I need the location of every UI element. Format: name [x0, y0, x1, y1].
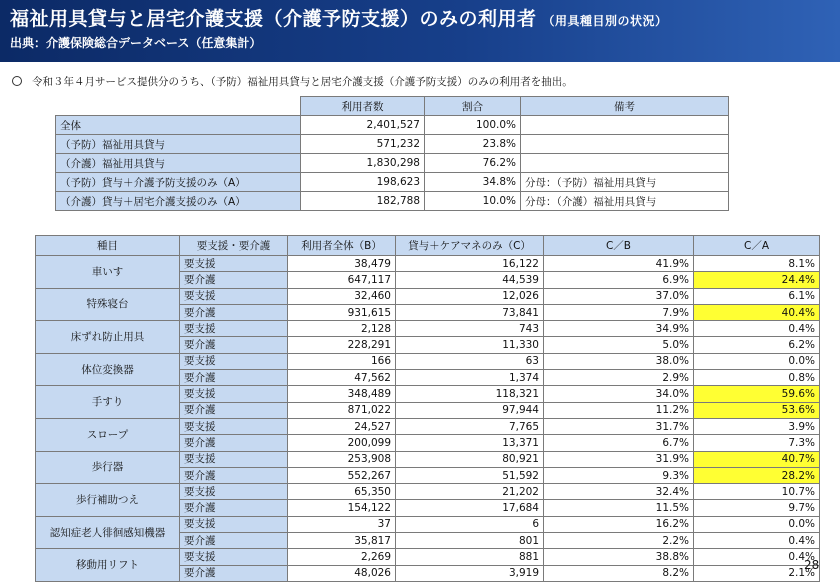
- ratio-cb: 5.0%: [544, 337, 694, 353]
- ratio-cb: 6.7%: [544, 435, 694, 451]
- summary-row: [56, 192, 729, 211]
- ratio-cb: 2.9%: [544, 370, 694, 386]
- summary-table: [55, 96, 729, 211]
- detail-col-total-b: 利用者全体（B）: [288, 236, 396, 256]
- total-users-b: 871,022: [288, 402, 396, 418]
- summary-header-row: [56, 97, 729, 116]
- summary-ratio: 34.8%: [425, 173, 521, 192]
- ratio-cb: 41.9%: [544, 256, 694, 272]
- total-users-b: 65,350: [288, 484, 396, 500]
- summary-count: 571,232: [301, 135, 425, 154]
- item-name: 床ずれ防止用具: [36, 321, 180, 354]
- item-name: 体位変換器: [36, 353, 180, 386]
- rental-care-only-c: 16,122: [396, 256, 544, 272]
- care-level: 要介護: [180, 467, 288, 483]
- summary-note: [521, 154, 729, 173]
- care-level: 要支援: [180, 353, 288, 369]
- table-row: [36, 288, 820, 304]
- total-users-b: 348,489: [288, 386, 396, 402]
- total-users-b: 47,562: [288, 370, 396, 386]
- page-number: 28: [804, 558, 820, 572]
- care-level: 要支援: [180, 451, 288, 467]
- summary-note: [521, 116, 729, 135]
- total-users-b: 37: [288, 516, 396, 532]
- rental-care-only-c: 743: [396, 321, 544, 337]
- rental-care-only-c: 3,919: [396, 565, 544, 581]
- item-name: スロープ: [36, 418, 180, 451]
- ratio-cb: 8.2%: [544, 565, 694, 581]
- rental-care-only-c: 12,026: [396, 288, 544, 304]
- ratio-cb: 16.2%: [544, 516, 694, 532]
- rental-care-only-c: 80,921: [396, 451, 544, 467]
- rental-care-only-c: 6: [396, 516, 544, 532]
- circle-bullet-icon: [12, 76, 22, 86]
- summary-ratio: 100.0%: [425, 116, 521, 135]
- summary-count: 1,830,298: [301, 154, 425, 173]
- summary-label: 全体: [56, 116, 301, 135]
- summary-row: [56, 116, 729, 135]
- ratio-ca: 28.2%: [694, 467, 820, 483]
- total-users-b: 24,527: [288, 418, 396, 434]
- rental-care-only-c: 7,765: [396, 418, 544, 434]
- ratio-ca: 0.8%: [694, 370, 820, 386]
- care-level: 要介護: [180, 500, 288, 516]
- total-users-b: 38,479: [288, 256, 396, 272]
- care-level: 要介護: [180, 304, 288, 320]
- summary-label: （介護）福祉用具貸与: [56, 154, 301, 173]
- total-users-b: 166: [288, 353, 396, 369]
- rental-care-only-c: 13,371: [396, 435, 544, 451]
- slide-header: [0, 0, 840, 62]
- table-row: [36, 256, 820, 272]
- detail-header-row: [36, 236, 820, 256]
- care-level: 要介護: [180, 272, 288, 288]
- ratio-cb: 38.0%: [544, 353, 694, 369]
- summary-row: [56, 154, 729, 173]
- title-subtitle: （用具種目別の状況）: [542, 14, 668, 28]
- total-users-b: 2,128: [288, 321, 396, 337]
- care-level: 要介護: [180, 402, 288, 418]
- care-level: 要介護: [180, 435, 288, 451]
- ratio-cb: 2.2%: [544, 533, 694, 549]
- care-level: 要介護: [180, 565, 288, 581]
- care-level: 要支援: [180, 549, 288, 565]
- detail-col-cb: C／B: [544, 236, 694, 256]
- ratio-cb: 31.9%: [544, 451, 694, 467]
- ratio-ca: 0.0%: [694, 516, 820, 532]
- care-level: 要介護: [180, 533, 288, 549]
- care-level: 要支援: [180, 321, 288, 337]
- summary-col-count: 利用者数: [301, 97, 425, 116]
- summary-count: 2,401,527: [301, 116, 425, 135]
- ratio-cb: 11.2%: [544, 402, 694, 418]
- item-name: 車いす: [36, 256, 180, 289]
- summary-label: （介護）貸与＋居宅介護支援のみ（A）: [56, 192, 301, 211]
- ratio-cb: 32.4%: [544, 484, 694, 500]
- ratio-ca: 0.4%: [694, 533, 820, 549]
- summary-note: [521, 135, 729, 154]
- summary-col-note: 備考: [521, 97, 729, 116]
- rental-care-only-c: 11,330: [396, 337, 544, 353]
- table-row: [36, 321, 820, 337]
- detail-col-ca: C／A: [694, 236, 820, 256]
- table-row: [36, 451, 820, 467]
- care-level: 要介護: [180, 337, 288, 353]
- total-users-b: 35,817: [288, 533, 396, 549]
- summary-note: 分母：（予防）福祉用具貸与: [521, 173, 729, 192]
- summary-row: [56, 135, 729, 154]
- summary-ratio: 76.2%: [425, 154, 521, 173]
- summary-col-ratio: 割合: [425, 97, 521, 116]
- detail-col-item: 種目: [36, 236, 180, 256]
- total-users-b: 228,291: [288, 337, 396, 353]
- ratio-cb: 11.5%: [544, 500, 694, 516]
- total-users-b: 48,026: [288, 565, 396, 581]
- ratio-cb: 37.0%: [544, 288, 694, 304]
- ratio-ca: 0.4%: [694, 549, 820, 565]
- item-name: 認知症老人徘徊感知機器: [36, 516, 180, 549]
- table-row: [36, 484, 820, 500]
- ratio-cb: 34.9%: [544, 321, 694, 337]
- summary-count: 182,788: [301, 192, 425, 211]
- ratio-ca: 9.7%: [694, 500, 820, 516]
- summary-row: [56, 173, 729, 192]
- table-row: [36, 549, 820, 565]
- care-level: 要支援: [180, 256, 288, 272]
- detail-col-level: 要支援・要介護: [180, 236, 288, 256]
- rental-care-only-c: 97,944: [396, 402, 544, 418]
- ratio-ca: 8.1%: [694, 256, 820, 272]
- ratio-cb: 9.3%: [544, 467, 694, 483]
- ratio-ca: 59.6%: [694, 386, 820, 402]
- title-main: 福祉用具貸与と居宅介護支援（介護予防支援）のみの利用者: [10, 8, 537, 30]
- total-users-b: 253,908: [288, 451, 396, 467]
- summary-label: （予防）福祉用具貸与: [56, 135, 301, 154]
- ratio-ca: 7.3%: [694, 435, 820, 451]
- lead-text: [12, 75, 573, 89]
- total-users-b: 154,122: [288, 500, 396, 516]
- table-row: [36, 386, 820, 402]
- care-level: 要支援: [180, 386, 288, 402]
- ratio-cb: 31.7%: [544, 418, 694, 434]
- summary-note: 分母：（介護）福祉用具貸与: [521, 192, 729, 211]
- ratio-ca: 6.2%: [694, 337, 820, 353]
- source-line: 出典：介護保険総合データベース（任意集計）: [10, 36, 262, 50]
- item-name: 手すり: [36, 386, 180, 419]
- rental-care-only-c: 17,684: [396, 500, 544, 516]
- ratio-cb: 7.9%: [544, 304, 694, 320]
- rental-care-only-c: 73,841: [396, 304, 544, 320]
- rental-care-only-c: 118,321: [396, 386, 544, 402]
- ratio-cb: 38.8%: [544, 549, 694, 565]
- care-level: 要支援: [180, 516, 288, 532]
- total-users-b: 200,099: [288, 435, 396, 451]
- ratio-ca: 2.1%: [694, 565, 820, 581]
- table-row: [36, 516, 820, 532]
- rental-care-only-c: 21,202: [396, 484, 544, 500]
- item-name: 移動用リフト: [36, 549, 180, 582]
- rental-care-only-c: 881: [396, 549, 544, 565]
- lead-sentence: 令和３年４月サービス提供分のうち、（予防）福祉用具貸与と居宅介護支援（介護予防支援）のみの利用者を抽出。: [32, 76, 573, 88]
- summary-label: （予防）貸与＋介護予防支援のみ（A）: [56, 173, 301, 192]
- ratio-ca: 24.4%: [694, 272, 820, 288]
- ratio-ca: 40.7%: [694, 451, 820, 467]
- ratio-cb: 6.9%: [544, 272, 694, 288]
- summary-ratio: 10.0%: [425, 192, 521, 211]
- ratio-ca: 40.4%: [694, 304, 820, 320]
- ratio-ca: 0.4%: [694, 321, 820, 337]
- care-level: 要支援: [180, 418, 288, 434]
- ratio-ca: 6.1%: [694, 288, 820, 304]
- total-users-b: 931,615: [288, 304, 396, 320]
- table-row: [36, 418, 820, 434]
- ratio-cb: 34.0%: [544, 386, 694, 402]
- total-users-b: 32,460: [288, 288, 396, 304]
- total-users-b: 2,269: [288, 549, 396, 565]
- item-name: 歩行補助つえ: [36, 484, 180, 517]
- slide-title: [10, 7, 840, 33]
- rental-care-only-c: 44,539: [396, 272, 544, 288]
- summary-corner: [56, 97, 301, 116]
- table-row: [36, 353, 820, 369]
- summary-count: 198,623: [301, 173, 425, 192]
- item-detail-table: [35, 235, 820, 582]
- rental-care-only-c: 63: [396, 353, 544, 369]
- ratio-ca: 3.9%: [694, 418, 820, 434]
- rental-care-only-c: 801: [396, 533, 544, 549]
- total-users-b: 647,117: [288, 272, 396, 288]
- rental-care-only-c: 1,374: [396, 370, 544, 386]
- care-level: 要支援: [180, 484, 288, 500]
- summary-ratio: 23.8%: [425, 135, 521, 154]
- detail-col-c: 貸与＋ケアマネのみ（C）: [396, 236, 544, 256]
- ratio-ca: 0.0%: [694, 353, 820, 369]
- rental-care-only-c: 51,592: [396, 467, 544, 483]
- ratio-ca: 10.7%: [694, 484, 820, 500]
- item-name: 特殊寝台: [36, 288, 180, 321]
- care-level: 要介護: [180, 370, 288, 386]
- care-level: 要支援: [180, 288, 288, 304]
- ratio-ca: 53.6%: [694, 402, 820, 418]
- total-users-b: 552,267: [288, 467, 396, 483]
- item-name: 歩行器: [36, 451, 180, 484]
